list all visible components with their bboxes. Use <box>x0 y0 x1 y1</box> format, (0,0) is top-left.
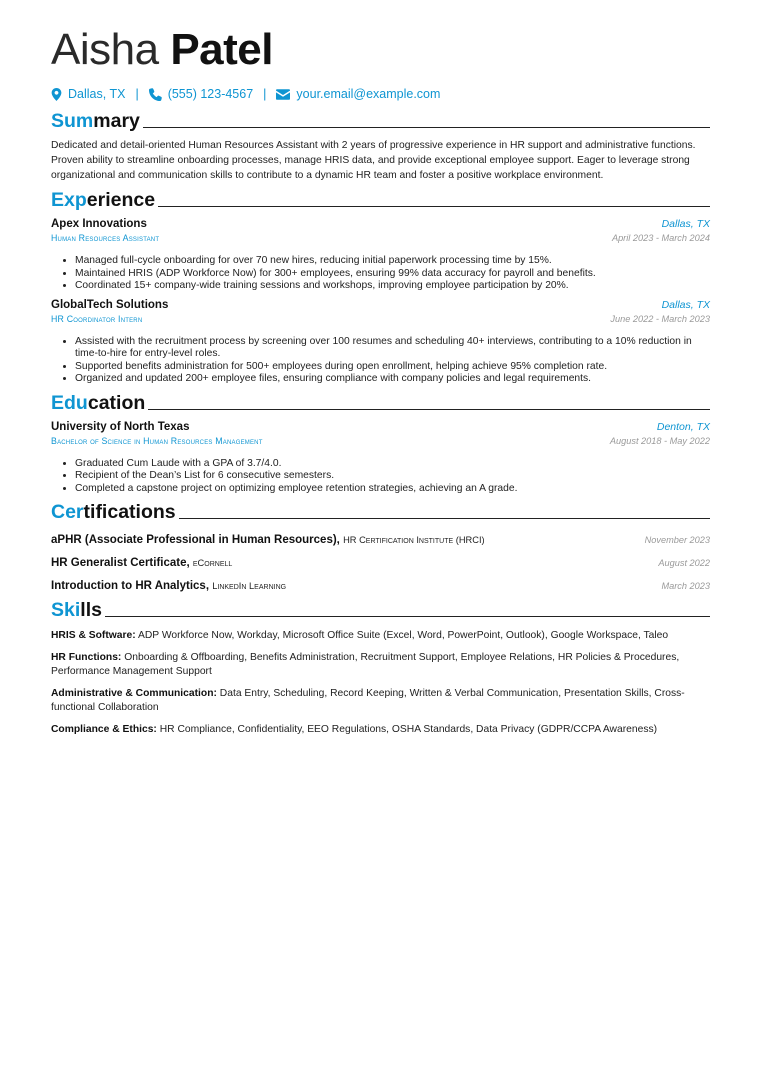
education-entry <box>51 421 710 496</box>
education-heading-rest: cation <box>87 391 146 414</box>
skill-line <box>51 629 710 644</box>
contact-line <box>51 84 710 104</box>
job-role: HR Coordinator Intern <box>51 313 143 324</box>
skills-heading <box>51 598 710 622</box>
certification-item: aPHR (Associate Professional in Human Resources), HR Certification Institute (HRCI) November 2023 <box>51 527 710 550</box>
section-rule <box>143 127 710 128</box>
contact-phone[interactable] <box>149 87 253 101</box>
certifications-heading <box>51 500 710 524</box>
summary-heading-accent: Sum <box>51 110 94 132</box>
candidate-name <box>51 24 710 78</box>
first-name: Aisha <box>51 25 159 74</box>
certification-name: aPHR (Associate Professional in Human Resources) <box>51 534 337 546</box>
certification-name: HR Generalist Certificate <box>51 557 187 569</box>
skill-label: HRIS & Software: <box>51 630 136 641</box>
skill-label: Compliance & Ethics: <box>51 723 157 735</box>
certification-date: November 2023 <box>644 535 710 545</box>
skills-heading-rest: lls <box>80 599 102 621</box>
job-dates: April 2023 - March 2024 <box>611 233 710 243</box>
certification-date: March 2023 <box>661 581 710 591</box>
bullet-item: • Completed a capstone project on optimizing employee retention strategies, achieving an A grade. <box>75 483 710 496</box>
skill-value: HR Compliance, Confidentiality, EEO Regulations, OSHA Standards, Data Privacy (GDPR/CCPA Awareness) <box>159 723 658 735</box>
job-organization: GlobalTech Solutions <box>51 298 169 311</box>
certification-issuer: eCornell <box>192 558 233 568</box>
phone-text: (555) 123-4567 <box>167 87 254 101</box>
certification-issuer: HR Certification Institute (HRCI) <box>343 535 485 545</box>
certification-item: HR Generalist Certificate, eCornell August 2022 <box>51 550 710 573</box>
contact-location <box>51 87 125 101</box>
bullet-item: • Coordinated 15+ company-wide training sessions and workshops, improving employee participation by 20%. <box>75 280 710 293</box>
certification-name: Introduction to HR Analytics <box>51 580 206 592</box>
bullet-item: • Maintained HRIS (ADP Workforce Now) for 300+ employees, ensuring 99% data accuracy for payroll and benefits. <box>75 268 710 281</box>
summary-heading-rest: mary <box>93 110 140 132</box>
email-text: your.email@example.com <box>296 87 441 101</box>
section-rule <box>158 206 710 207</box>
job-organization: Apex Innovations <box>51 218 147 230</box>
summary-heading <box>51 109 710 133</box>
last-name: Patel <box>170 25 273 74</box>
contact-separator: | <box>135 87 139 101</box>
education-heading <box>51 391 710 415</box>
bullet-item: • Organized and updated 200+ employee files, ensuring compliance with company policies and legal requirements. <box>75 373 710 386</box>
phone-icon <box>149 88 162 101</box>
map-marker-icon <box>51 88 62 101</box>
certifications-heading-accent: Cer <box>51 501 84 523</box>
contact-separator: | <box>263 87 267 101</box>
job-entry <box>51 299 710 386</box>
certification-item: Introduction to HR Analytics, LinkedIn Learning March 2023 <box>51 573 710 596</box>
summary-text: Dedicated and detail-oriented Human Resources Assistant with 2 years of progressive experience in HR support and administrative functions. Proven ability to streamline onboarding processes, manage HRIS data, and provide exceptional employee support. Eager to leverage strong organizational and communication skills to contribute to a dynamic HR team and foster a positive workplace environment. <box>51 140 696 181</box>
education-heading-accent: Edu <box>51 391 88 414</box>
job-entry <box>51 218 710 293</box>
experience-heading-rest: erience <box>86 189 156 211</box>
skill-line <box>51 723 710 738</box>
bullet-item: • Graduated Cum Laude with a GPA of 3.7/4.0. <box>75 458 710 471</box>
certifications-heading-rest: tifications <box>83 501 176 523</box>
skills-heading-accent: Ski <box>51 599 81 621</box>
job-location: Dallas, TX <box>661 298 710 311</box>
section-rule <box>179 518 710 519</box>
skill-line <box>51 687 710 716</box>
skill-value: Onboarding & Offboarding, Benefits Administration, Recruitment Support, Employee Relations, HR Policies & Procedures, Performance Management Support <box>51 651 680 677</box>
degree-name: Bachelor of Science in Human Resources Management <box>51 435 263 446</box>
certification-date: August 2022 <box>658 558 710 568</box>
skill-value: Data Entry, Scheduling, Record Keeping, Written & Verbal Communication, Presentation Skills, Cross-functional Collaboration <box>51 687 685 713</box>
bullet-item: • Managed full-cycle onboarding for over 70 new hires, reducing initial paperwork processing time by 15%. <box>75 255 710 268</box>
job-dates: June 2022 - March 2023 <box>610 313 710 324</box>
job-location: Dallas, TX <box>661 218 710 230</box>
school-location: Denton, TX <box>656 420 710 433</box>
bullet-item: • Recipient of the Dean’s List for 6 consecutive semesters. <box>75 470 710 483</box>
location-text: Dallas, TX <box>68 87 126 101</box>
job-bullets <box>51 255 710 293</box>
skill-label: HR Functions: <box>51 651 122 663</box>
job-role: Human Resources Assistant <box>51 233 160 243</box>
contact-email[interactable] <box>276 87 440 101</box>
skill-line <box>51 651 710 680</box>
school-name: University of North Texas <box>51 420 190 433</box>
experience-heading-accent: Exp <box>51 189 87 211</box>
education-dates: August 2018 - May 2022 <box>609 435 710 446</box>
job-bullets <box>51 336 710 386</box>
certification-issuer: LinkedIn Learning <box>212 581 287 591</box>
skill-value: ADP Workforce Now, Workday, Microsoft Office Suite (Excel, Word, PowerPoint, Outlook), Google Workspace, Taleo <box>137 630 669 641</box>
bullet-item: • Supported benefits administration for 500+ employees during open enrollment, helping achieve 95% completion rate. <box>75 361 710 374</box>
section-rule <box>148 409 710 410</box>
envelope-icon <box>276 89 290 100</box>
skill-label: Administrative & Communication: <box>51 687 217 699</box>
experience-heading <box>51 188 710 212</box>
section-rule <box>105 616 710 617</box>
bullet-item: • Assisted with the recruitment process by screening over 100 resumes and scheduling 40+ interviews, contributing to a 10% reduction in time-to-hire for entry-level roles. <box>75 336 710 361</box>
education-bullets <box>51 458 710 496</box>
